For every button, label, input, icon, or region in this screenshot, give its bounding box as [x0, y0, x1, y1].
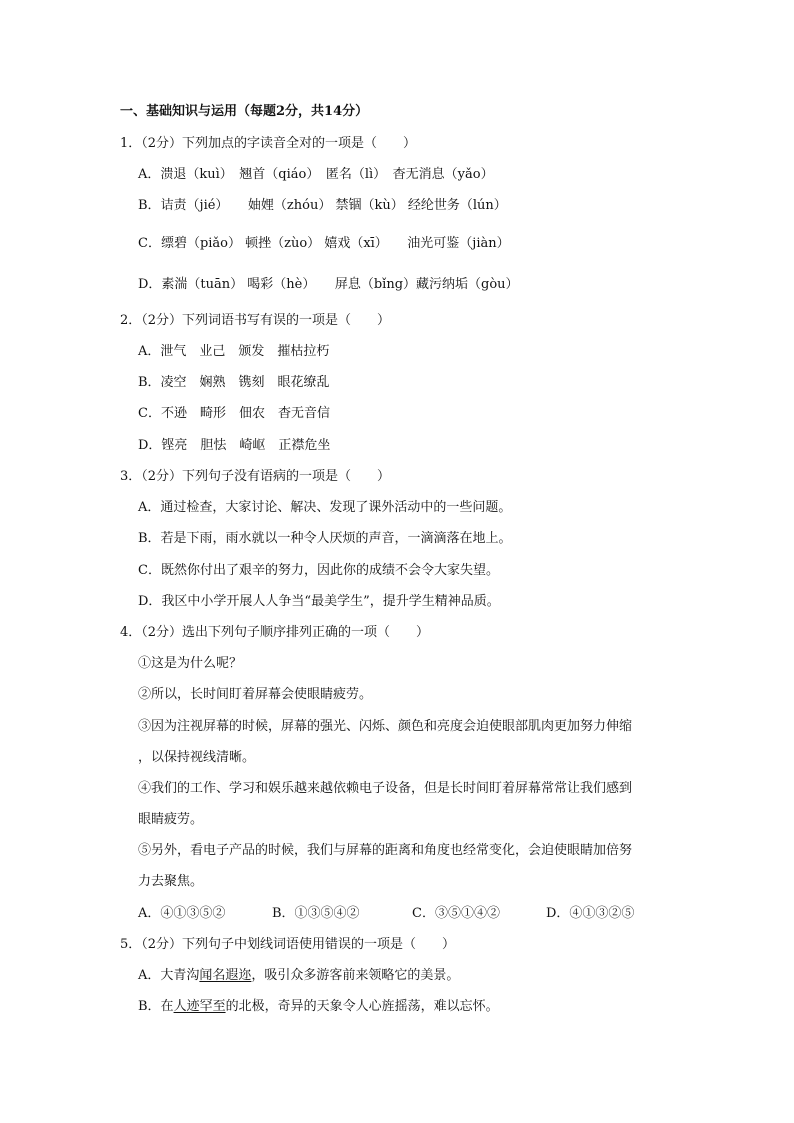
q5-option-a-post: ，吸引众多游客前来领略它的美景。	[251, 968, 460, 983]
q4-sentence-3: ③因为注视屏幕的时候，屏幕的强光、闪烁、颜色和亮度会迫使眼部肌肉更加努力伸缩	[138, 719, 633, 734]
q4-sentence-5-cont: 力去聚焦。	[138, 874, 204, 889]
q2-option-b: B．凌空 娴熟 镌刻 眼花缭乱	[138, 375, 330, 390]
q3-option-c: C．既然你付出了艰辛的努力，因此你的成绩不会令大家失望。	[138, 563, 499, 578]
q5-option-b	[138, 998, 499, 1016]
q1-option-c: C．缥碧（piǎo） 顿挫（zùo） 嬉戏（xī） 油光可鉴（jiàn）	[138, 236, 510, 251]
q4-option-b: B．①③⑤④②	[272, 906, 360, 921]
q4-sentence-3-cont: ，以保持视线清晰。	[138, 750, 256, 765]
q5-option-a-underlined: 闻名遐迩	[199, 968, 252, 983]
q4-sentence-4: ④我们的工作、学习和娱乐越来越依赖电子设备，但是长时间盯着屏幕常常让我们感到	[138, 781, 633, 796]
q1-option-a: A．溃退（kuì） 翘首（qiáo） 匿名（lì） 杳无消息（yǎo）	[138, 167, 494, 182]
q5-option-b-post: 的北极，奇异的天象令人心旌摇荡，难以忘怀。	[225, 999, 499, 1014]
question-4-stem: 4．（2分）选出下列句子顺序排列正确的一项（ ）	[120, 625, 430, 640]
q5-option-a-pre: A．大青沟	[138, 968, 200, 983]
q4-option-a: A．④①③⑤②	[138, 906, 226, 921]
question-3-stem: 3．（2分）下列句子没有语病的一项是（ ）	[120, 469, 391, 484]
q4-sentence-1: ①这是为什么呢？	[138, 656, 243, 671]
q3-option-d: D．我区中小学开展人人争当“最美学生”，提升学生精神品质。	[138, 594, 500, 609]
question-2-stem: 2．（2分）下列词语书写有误的一项是（ ）	[120, 313, 391, 328]
q5-option-b-underlined: 人迹罕至	[173, 999, 226, 1014]
q4-option-d: D．④①③②⑤	[546, 906, 635, 921]
q4-options-row	[138, 905, 634, 923]
q2-option-a: A．泄气 业己 颁发 摧枯拉朽	[138, 344, 330, 359]
question-1-stem: 1．（2分）下列加点的字读音全对的一项是（ ）	[120, 136, 417, 151]
q2-option-c: C．不逊 畸形 佃农 杳无音信	[138, 406, 330, 421]
q4-sentence-2: ②所以，长时间盯着屏幕会使眼睛疲劳。	[138, 687, 373, 702]
q4-sentence-4-cont: 眼睛疲劳。	[138, 812, 204, 827]
q2-option-d: D．铿亮 胆怯 崎岖 正襟危坐	[138, 438, 331, 453]
q5-option-a	[138, 967, 459, 985]
section-title: 一、基础知识与运用（每题2分，共14分）	[120, 104, 369, 119]
q1-option-b: B．诘责（jié） 妯娌（zhóu） 禁锢（kù） 经纶世务（lún）	[138, 198, 507, 213]
q4-option-c: C．③⑤①④②	[412, 906, 500, 921]
q3-option-a: A．通过检查，大家讨论、解决、发现了课外活动中的一些问题。	[138, 500, 512, 515]
q4-sentence-5: ⑤另外，看电子产品的时候，我们与屏幕的距离和角度也经常变化，会迫使眼睛加倍努	[138, 843, 633, 858]
q1-option-d: D．素湍（tuān） 喝彩（hè） 屏息（bǐng）藏污纳垢（gòu）	[138, 277, 519, 292]
q3-option-b: B．若是下雨，雨水就以一种令人厌烦的声音，一滴滴落在地上。	[138, 531, 512, 546]
q5-option-b-pre: B．在	[138, 999, 174, 1014]
question-5-stem: 5．（2分）下列句子中划线词语使用错误的一项是（ ）	[120, 937, 456, 952]
